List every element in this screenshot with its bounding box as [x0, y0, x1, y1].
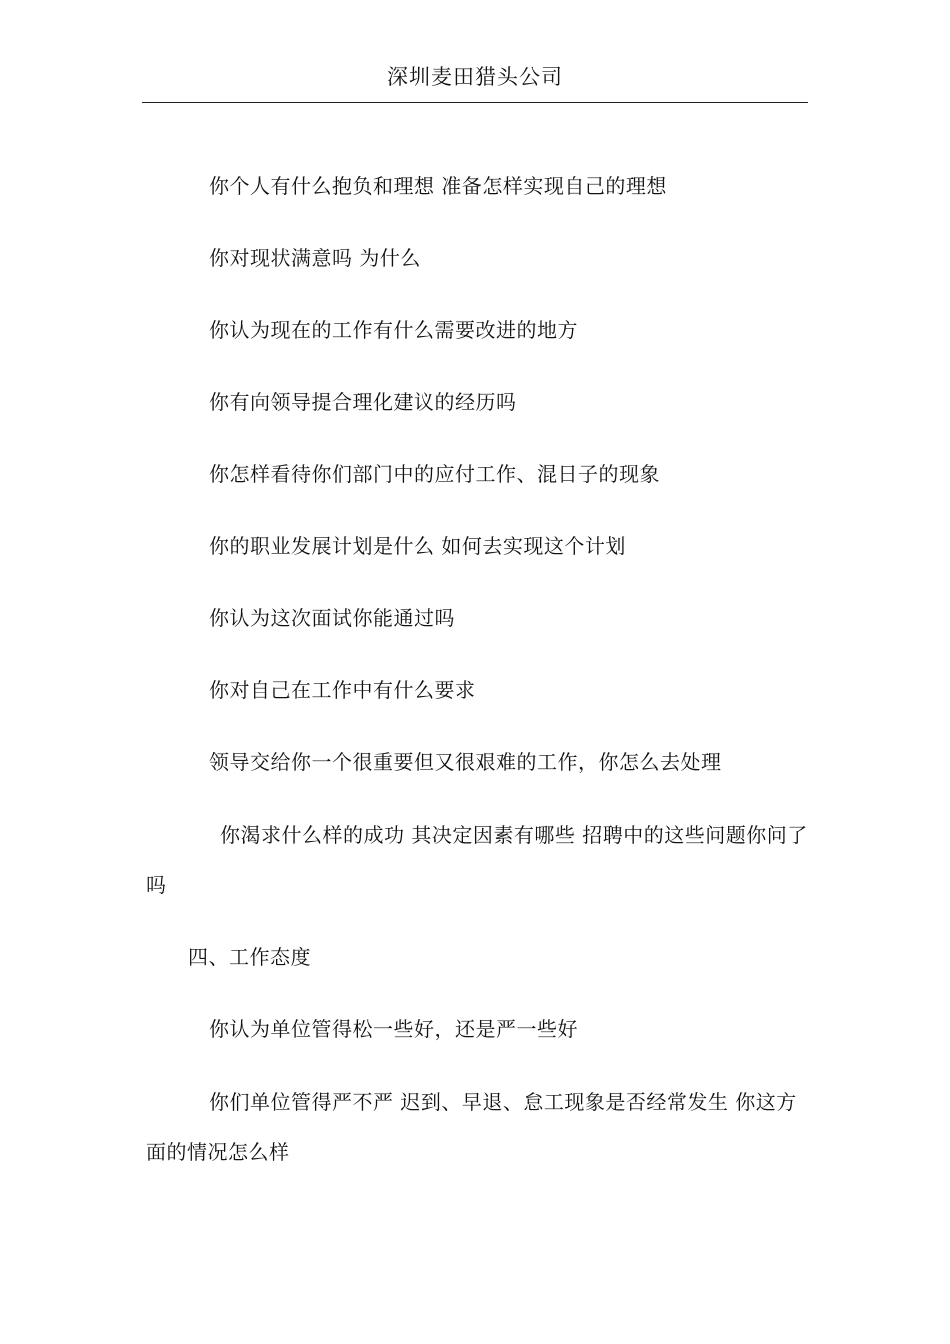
- question-satisfaction: 你对现状满意吗 为什么: [209, 246, 421, 270]
- question-suggestions: 你有向领导提合理化建议的经历吗: [209, 390, 517, 414]
- question-career-plan: 你的职业发展计划是什么 如何去实现这个计划: [209, 534, 626, 558]
- question-pass-interview: 你认为这次面试你能通过吗: [209, 606, 455, 630]
- question-slacking: 你怎样看待你们部门中的应付工作、混日子的现象: [209, 462, 660, 486]
- header-title: 深圳麦田猎头公司: [387, 65, 563, 89]
- question-improvement: 你认为现在的工作有什么需要改进的地方: [209, 318, 578, 342]
- header-divider: [142, 102, 808, 103]
- section-heading-work-attitude: 四、工作态度: [188, 945, 311, 969]
- question-attendance: 你们单位管得严不严 迟到、早退、怠工现象是否经常发生 你这方面的情况怎么样: [146, 1090, 797, 1164]
- question-success: 你渴求什么样的成功 其决定因素有哪些 招聘中的这些问题你问了吗: [146, 823, 808, 897]
- question-strict-management: 你认为单位管得松一些好，还是严一些好: [209, 1017, 578, 1041]
- question-difficult-task: 领导交给你一个很重要但又很艰难的工作，你怎么去处理: [209, 750, 722, 774]
- question-ambition: 你个人有什么抱负和理想 准备怎样实现自己的理想: [209, 174, 667, 198]
- question-self-requirements: 你对自己在工作中有什么要求: [209, 678, 476, 702]
